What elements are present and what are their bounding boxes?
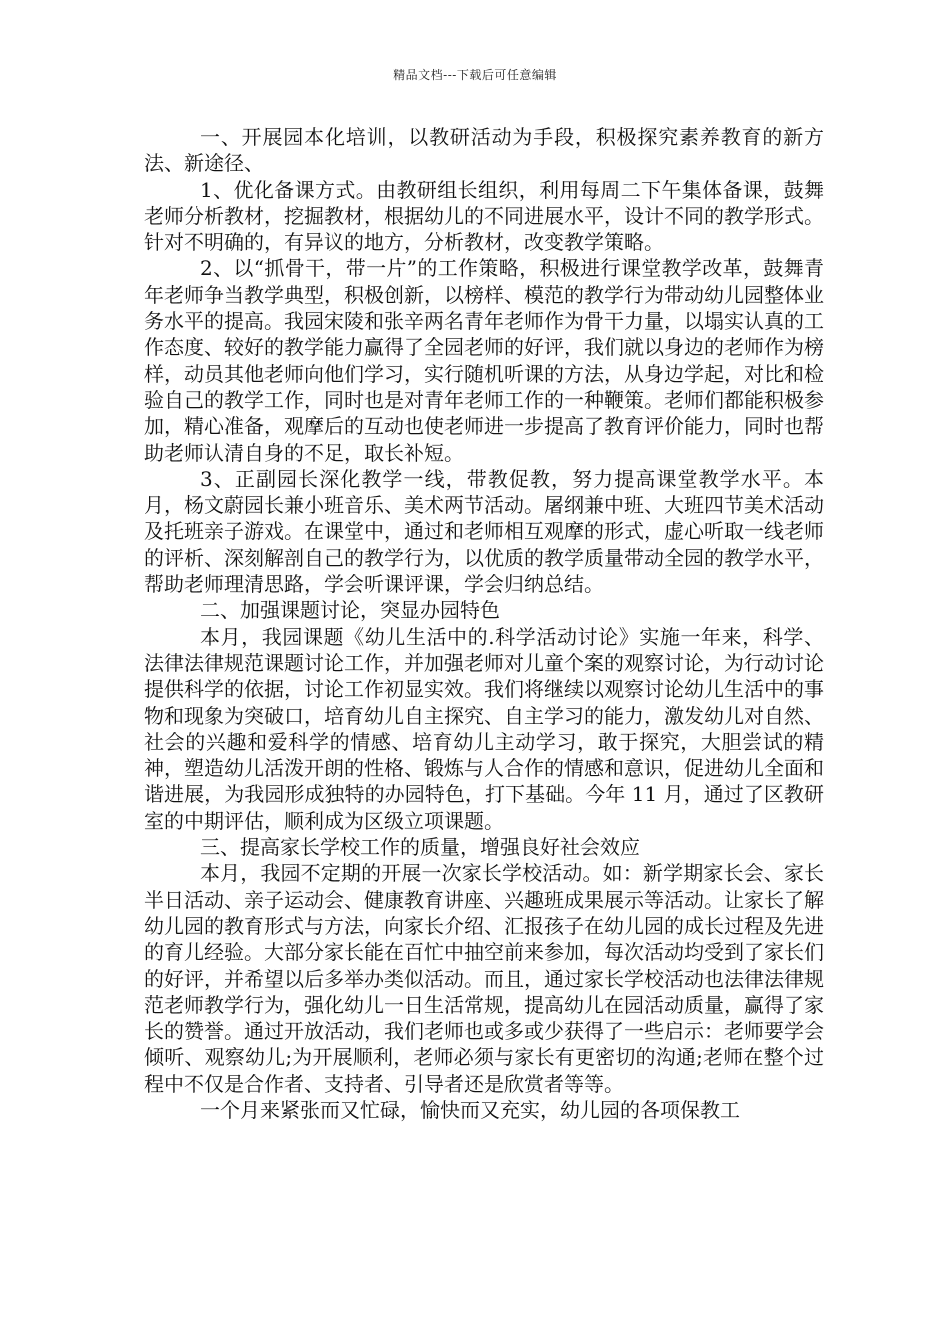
paragraph-heading-2: 二、加强课题讨论，突显办园特色 (200, 598, 500, 623)
paragraph-heading-3: 三、提高家长学校工作的质量，增强良好社会效应 (200, 835, 640, 860)
paragraph-3-body: 本月，我园不定期的开展一次家长学校活动。如：新学期家长会、家长半日活动、亲子运动会、健康教育讲座、兴趣班成果展示等活动。让家长了解幼儿园的教育形式与方法，向家长介绍、汇报孩子在幼儿园的成长过程及先进的育儿经验。大部分家长能在百忙中抽空前来参加，每次活动均受到了家长们的好评，并希望以后多举办类似活动。而且，通过家长学校活动也法律法律规范老师教学行为，强化幼儿一日生活常规，提高幼儿在园活动质量，赢得了家长的赞誉。通过开放活动，我们老师也或多或少获得了一些启示：老师要学会倾听、观察幼儿;为开展顺利，老师必须与家长有更密切的沟通;老师在整个过程中不仅是合作者、支持者、引导者还是欣赏者等等。 (144, 861, 824, 1096)
document-body (144, 124, 824, 1123)
paragraph-2-body: 本月，我园课题《幼儿生活中的.科学活动讨论》实施一年来，科学、法律法律规范课题讨论工作，并加强老师对儿童个案的观察讨论，为行动讨论提供科学的依据，讨论工作初显实效。我们将继续以观察讨论幼儿生活中的事物和现象为突破口，培育幼儿自主探究、自主学习的能力，激发幼儿对自然、社会的兴趣和爱科学的情感、培育幼儿主动学习，敢于探究，大胆尝试的精神，塑造幼儿活泼开朗的性格、锻炼与人合作的情感和意识，促进幼儿全面和谐进展，为我园形成独特的办园特色，打下基础。今年 11 月，通过了区教研室的中期评估，顺利成为区级立项课题。 (144, 624, 824, 833)
paragraph-1-3: 3、正副园长深化教学一线，带教促教，努力提高课堂教学水平。本月，杨文蔚园长兼小班音乐、美术两节活动。屠纲兼中班、大班四节美术活动及托班亲子游戏。在课堂中，通过和老师相互观摩的形式，虚心听取一线老师的评析、深刻解剖自己的教学行为，以优质的教学质量带动全园的教学水平，帮助老师理清思路，学会听课评课，学会归纳总结。 (144, 466, 824, 597)
paragraph-1-2: 2、以“抓骨干，带一片”的工作策略，积极进行课堂教学改革，鼓舞青年老师争当教学典型，积极创新，以榜样、模范的教学行为带动幼儿园整体业务水平的提高。我园宋陵和张辛两名青年老师作为骨干力量，以塌实认真的工作态度、较好的教学能力赢得了全园老师的好评，我们就以身边的老师作为榜样，动员其他老师向他们学习，实行随机听课的方法，从身边学起，对比和检验自己的教学工作，同时也是对青年老师工作的一种鞭策。老师们都能积极参加，精心准备，观摩后的互动也使老师进一步提高了教育评价能力，同时也帮助老师认清自身的不足，取长补短。 (144, 256, 824, 465)
paragraph-closing: 一个月来紧张而又忙碌，愉快而又充实，幼儿园的各项保教工 (200, 1097, 740, 1122)
paragraph-1-1: 1、优化备课方式。由教研组长组织，利用每周二下午集体备课，鼓舞老师分析教材，挖掘教材，根据幼儿的不同进展水平，设计不同的教学形式。针对不明确的，有异议的地方，分析教材，改变教学策略。 (144, 177, 824, 255)
page-header: 精品文档---下载后可任意编辑 (393, 68, 557, 82)
paragraph-heading-1: 一、开展园本化培训，以教研活动为手段，积极探究素养教育的新方法、新途径、 (144, 125, 824, 176)
